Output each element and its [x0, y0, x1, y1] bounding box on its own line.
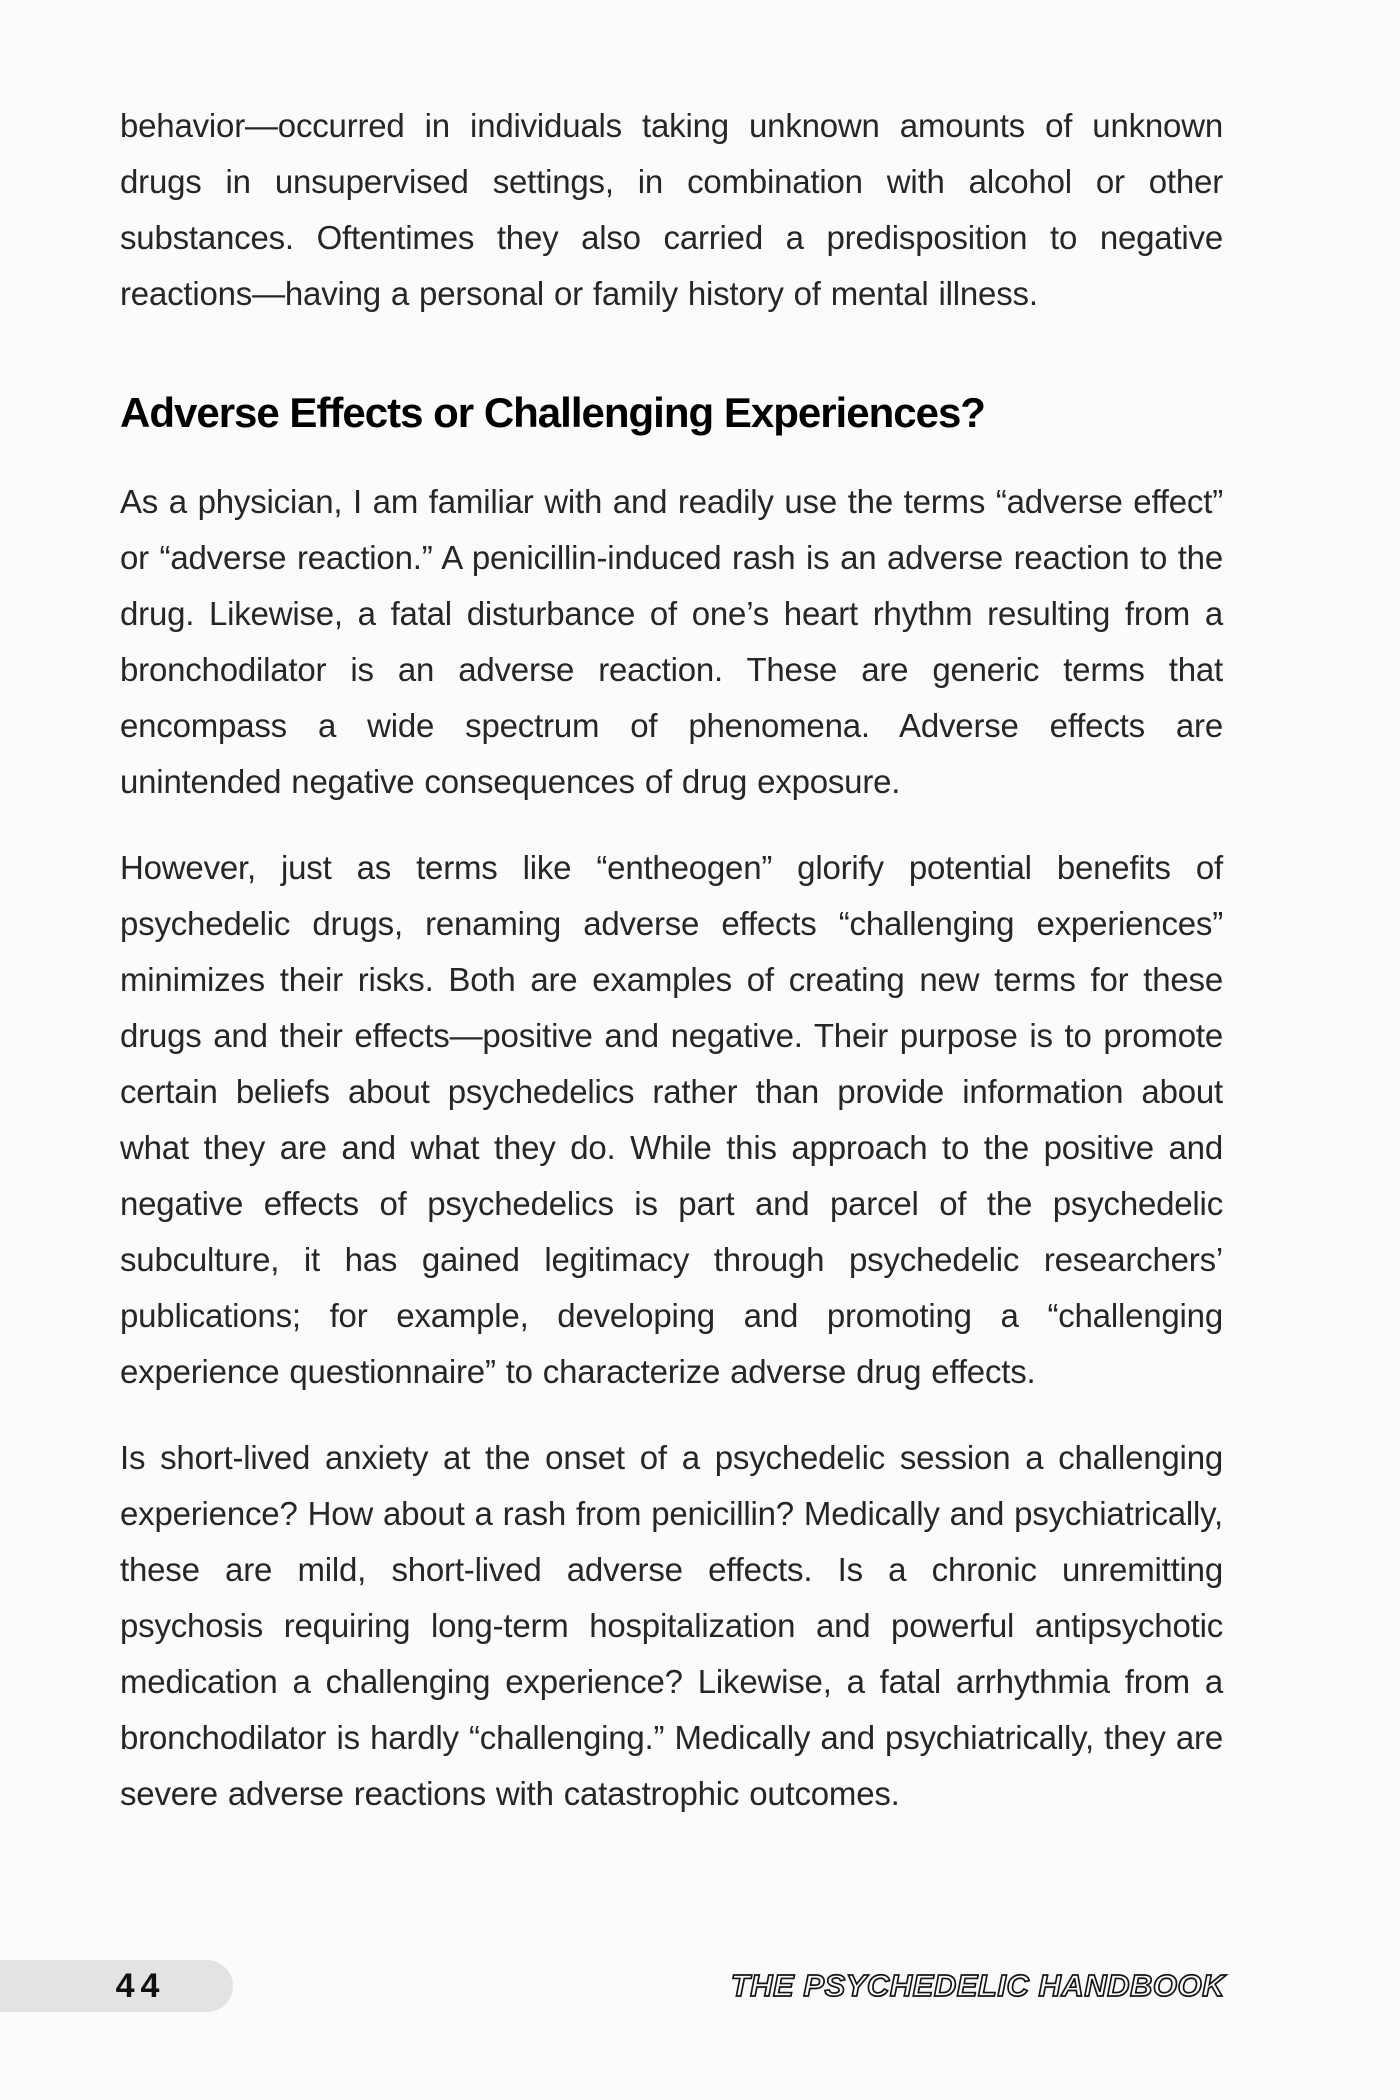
paragraph-short-lived-anxiety: Is short-lived anxiety at the onset of a psychedelic session a challenging experience? How about a rash from penicillin? Medically and psychiatrically, these are mild, short-lived adverse effects. Is a chronic unremitting psychosis requiring long-term hospitalization and powerful antipsychotic medication a challenging experience? Likewise, a fatal arrhythmia from a bronchodilator is hardly “challenging.” Medically and psychiatrically, they are severe adverse reactions with catastrophic outcomes.: [120, 1439, 1223, 1812]
page-number-tab: [0, 1960, 233, 2012]
page-text-column: [120, 98, 1223, 1822]
running-title: THE PSYCHEDELIC HANDBOOK: [730, 1968, 1225, 2003]
paragraph-entheogen-renaming: However, just as terms like “entheogen” glorify potential benefits of psychedelic drugs, renaming adverse effects “challenging experiences” minimizes their risks. Both are examples of creating new terms for these drugs and their effects—positive and negative. Their purpose is to promote certain beliefs about psychedelics rather than provide information about what they are and what they do. While this approach to the positive and negative effects of psychedelics is part and parcel of the psychedelic subculture, it has gained legitimacy through psychedelic researchers’ publications; for example, developing and promoting a “challenging experience questionnaire” to characterize adverse drug effects.: [120, 849, 1223, 1390]
page-number: 44: [115, 1966, 166, 2005]
section-heading: Adverse Effects or Challenging Experiences?: [120, 389, 985, 436]
paragraph-adverse-terms: As a physician, I am familiar with and readily use the terms “adverse effect” or “adverse reaction.” A penicillin-induced rash is an adverse reaction to the drug. Likewise, a fatal disturbance of one’s heart rhythm resulting from a bronchodilator is an adverse reaction. These are generic terms that encompass a wide spectrum of phenomena. Adverse effects are unintended negative consequences of drug exposure.: [120, 483, 1223, 800]
paragraph-continuation: behavior—occurred in individuals taking unknown amounts of unknown drugs in unsupervised settings, in combination with alcohol or other substances. Oftentimes they also carried a predisposition to negative reactions—having a personal or family history of mental illness.: [120, 107, 1223, 312]
